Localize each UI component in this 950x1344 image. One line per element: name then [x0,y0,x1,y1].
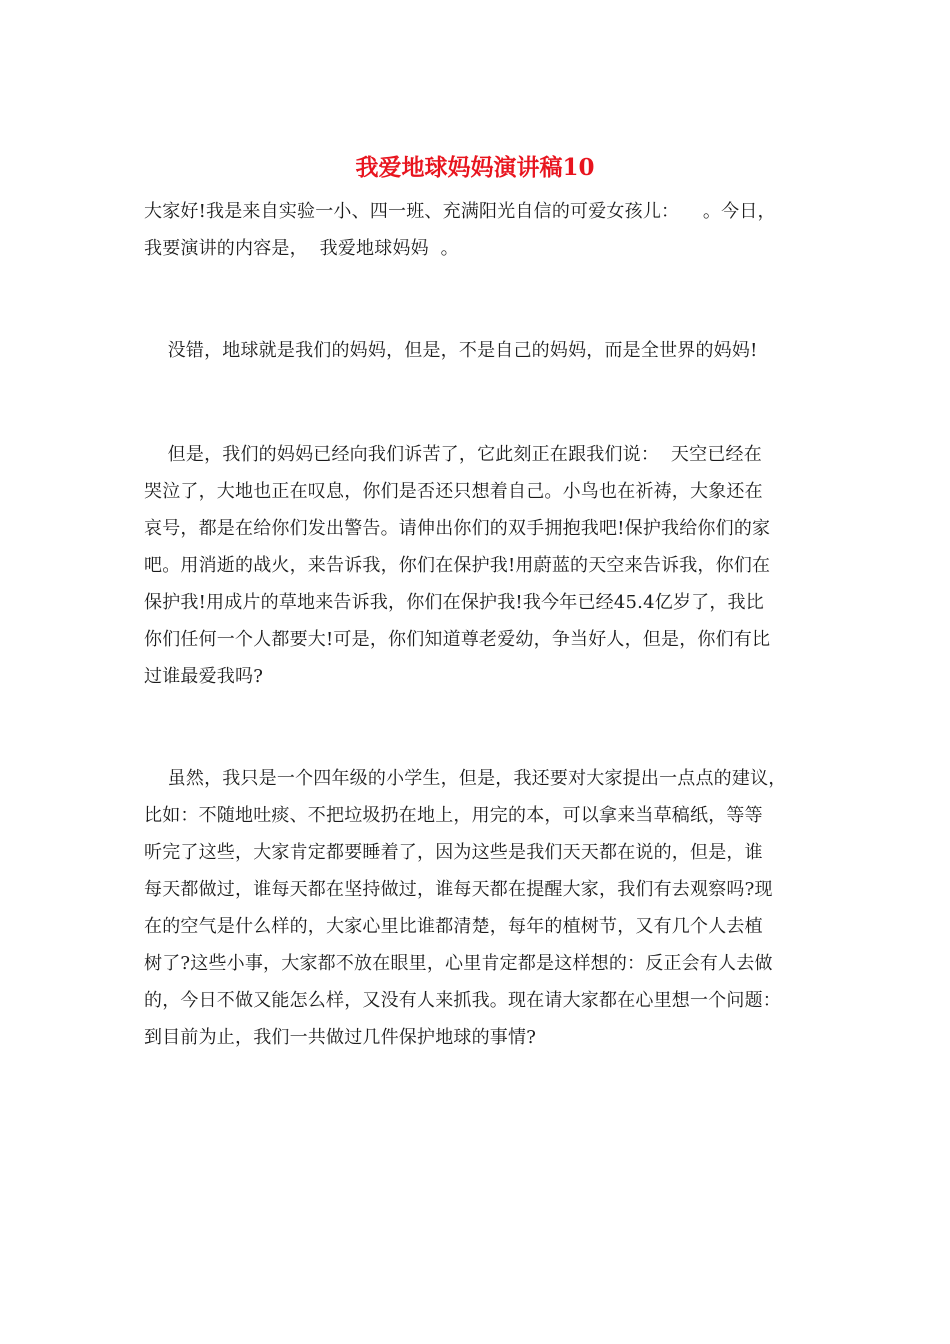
paragraph-3-line-2: 哭泣了，大地也正在叹息，你们是否还只想着自己。小鸟也在祈祷，大象还在 [144,481,763,502]
paragraph-1-line-1: 大家好!我是来自实验一小、四一班、充满阳光自信的可爱女孩儿： 。今日， [144,201,776,222]
paragraph-3-line-1: 但是，我们的妈妈已经向我们诉苦了，它此刻正在跟我们说： 天空已经在 [144,444,762,465]
paragraph-2-line-1: 没错，地球就是我们的妈妈，但是，不是自己的妈妈，而是全世界的妈妈! [144,340,758,361]
paragraph-4-line-4: 每天都做过，谁每天都在坚持做过，谁每天都在提醒大家，我们有去观察吗?现 [144,879,773,900]
paragraph-4-line-1: 虽然，我只是一个四年级的小学生，但是，我还要对大家提出一点点的建议， [144,768,787,789]
paragraph-3-line-7: 过谁最爱我吗? [144,666,264,687]
paragraph-4-line-2: 比如：不随地吐痰、不把垃圾扔在地上，用完的本，可以拿来当草稿纸，等等 [144,805,763,826]
paragraph-4-line-6: 树了?这些小事，大家都不放在眼里，心里肯定都是这样想的：反正会有人去做 [144,953,773,974]
paragraph-3-line-5: 保护我!用成片的草地来告诉我，你们在保护我!我今年已经45.4亿岁了，我比 [144,592,764,613]
paragraph-4-line-5: 在的空气是什么样的，大家心里比谁都清楚，每年的植树节，又有几个人去植 [144,916,763,937]
paragraph-4-line-3: 听完了这些，大家肯定都要睡着了，因为这些是我们天天都在说的，但是，谁 [144,842,763,863]
paragraph-3-line-6: 你们任何一个人都要大!可是，你们知道尊老爱幼，争当好人，但是，你们有比 [144,629,771,650]
paragraph-1-line-2: 我要演讲的内容是， 我爱地球妈妈 。 [144,238,459,259]
paragraph-3-line-4: 吧。用消逝的战火，来告诉我，你们在保护我!用蔚蓝的天空来告诉我，你们在 [144,555,771,576]
paragraph-4-line-8: 到目前为止，我们一共做过几件保护地球的事情? [144,1027,537,1048]
paragraph-3-line-3: 哀号，都是在给你们发出警告。请伸出你们的双手拥抱我吧!保护我给你们的家 [144,518,771,539]
document-title: 我爱地球妈妈演讲稿10 [355,154,595,181]
paragraph-4-line-7: 的，今日不做又能怎么样，又没有人来抓我。现在请大家都在心里想一个问题： [144,990,781,1011]
